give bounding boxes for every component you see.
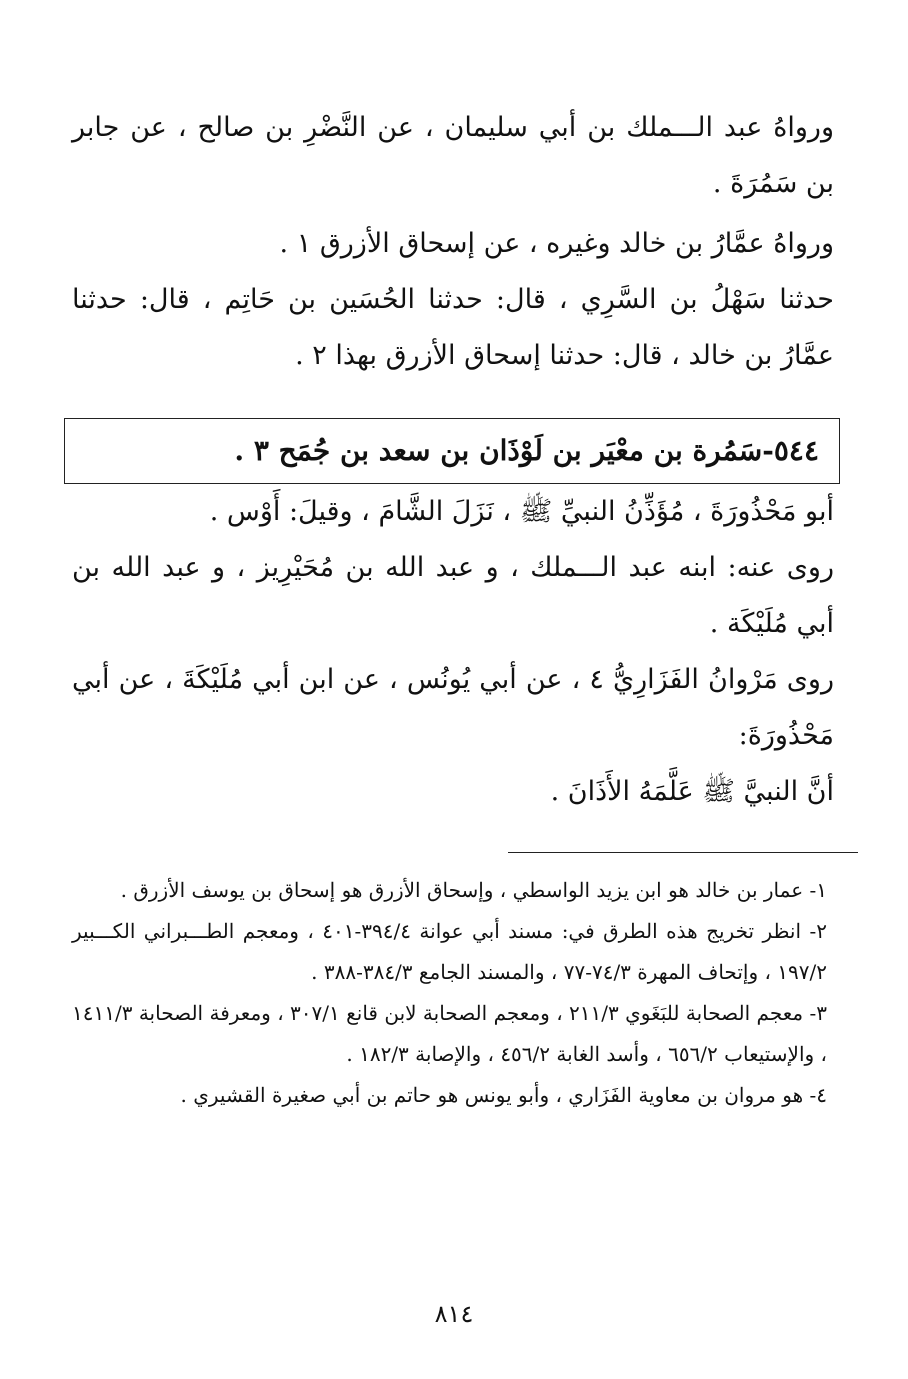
footnote-separator [508, 852, 858, 853]
footnote-3: ٣- معجم الصحابة للبَغَوي ٢١١/٣ ، ومعجم الصحابة لابن قانع ٣٠٧/١ ، ومعرفة الصحابة ١٤١١/٣ ، والإستيعاب ٦٥٦/٢ ، وأسد الغابة ٤٥٦/٢ ، والإصابة ١٨٢/٣ . [72, 1001, 827, 1066]
entry-line-1: أبو مَحْذُورَةَ ، مُؤَذِّنُ النبيِّ ﷺ ، نَزَلَ الشَّامَ ، وقيلَ: أَوْس . [209, 496, 834, 527]
footnotes [72, 870, 827, 1116]
entry-heading: ٥٤٤-سَمُرة بن معْيَر بن لَوْذَان بن سعد بن جُمَح ٣ . [64, 418, 840, 484]
entry-line-4: أنَّ النبيَّ ﷺ عَلَّمَهُ الأَذَانَ . [550, 776, 834, 807]
main-text [72, 100, 834, 820]
paragraph-2: ورواهُ عمَّارُ بن خالد وغيره ، عن إسحاق الأزرق ١ . [279, 228, 834, 259]
paragraph-1: ورواهُ عبد الـــملك بن أبي سليمان ، عن النَّضْرِ بن صالح ، عن جابر بن سَمُرَةَ . [72, 112, 834, 199]
entry-line-3: روى مَرْوانُ الفَزَارِيُّ ٤ ، عن أبي يُونُس ، عن ابن أبي مُلَيْكَةَ ، عن أبي مَحْذُورَةَ: [72, 664, 834, 751]
page-number: ٨١٤ [434, 1300, 474, 1328]
footnote-2: ٢- انظر تخريج هذه الطرق في: مسند أبي عوانة ٣٩٤/٤-٤٠١ ، ومعجم الطـــبراني الكـــبير ١٩٧/٢ ، وإتحاف المهرة ٧٤/٣-٧٧ ، والمسند الجامع ٣٨٤/٣-٣٨٨ . [72, 919, 827, 984]
paragraph-3: حدثنا سَهْلُ بن السَّرِي ، قال: حدثنا الحُسَين بن حَاتِم ، قال: حدثنا عمَّارُ بن خالد ، قال: حدثنا إسحاق الأزرق بهذا ٢ . [72, 284, 834, 371]
footnote-1: ١- عمار بن خالد هو ابن يزيد الواسطي ، وإسحاق الأزرق هو إسحاق بن يوسف الأزرق . [120, 878, 827, 902]
footnote-4: ٤- هو مروان بن معاوية الفَزَاري ، وأبو يونس هو حاتم بن أبي صغيرة القشيري . [180, 1083, 827, 1107]
entry-line-2: روى عنه: ابنه عبد الـــملك ، و عبد الله بن مُحَيْرِيز ، و عبد الله بن أبي مُلَيْكَة . [72, 552, 834, 639]
